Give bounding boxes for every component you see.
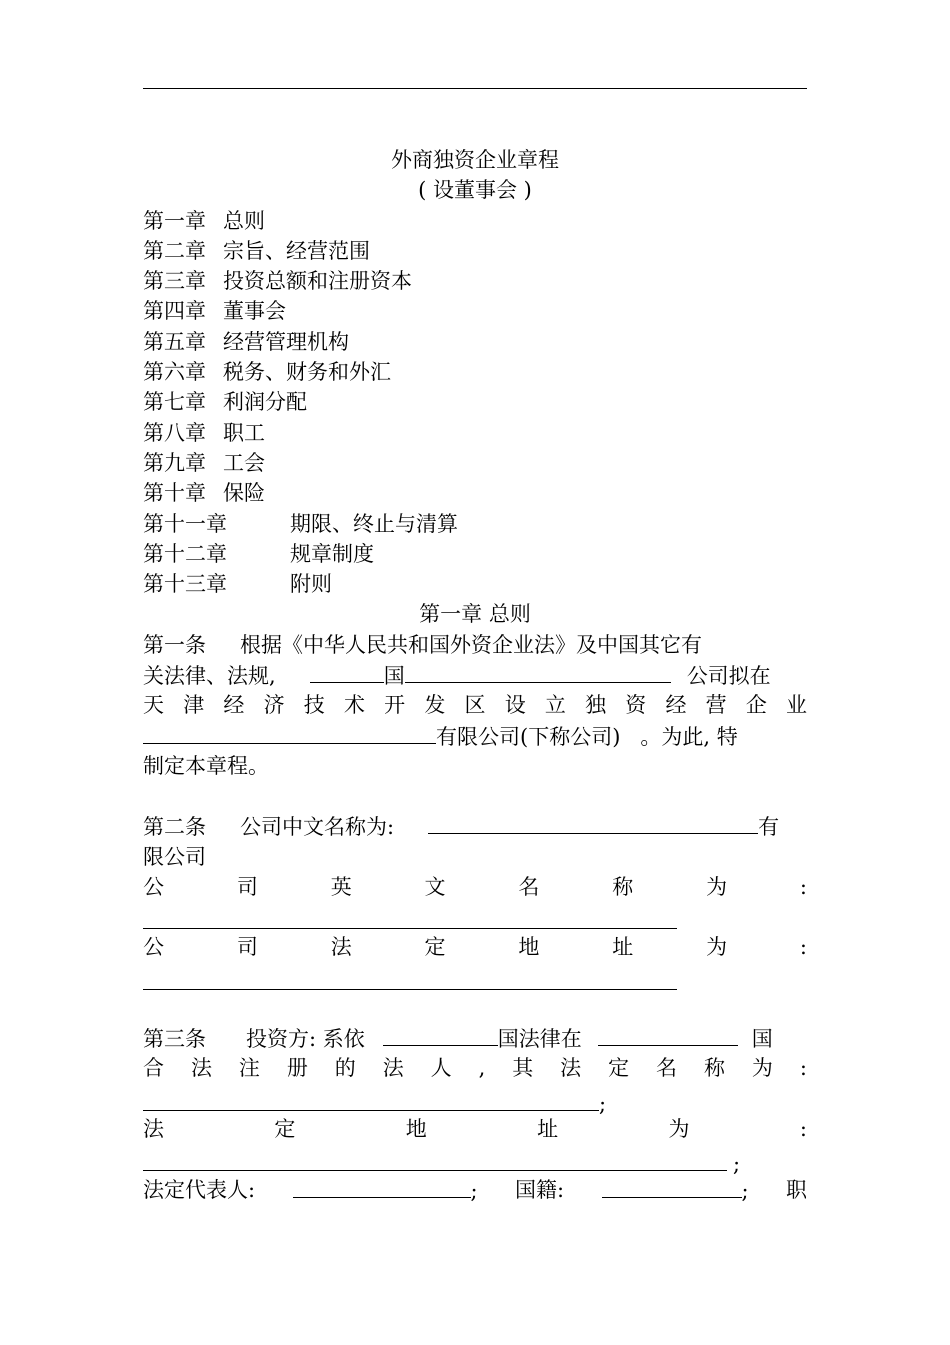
justified-char: 称 [703,1056,725,1081]
justified-char: 企 [745,693,767,718]
toc-item [143,418,807,448]
toc-chapter-name: 经营管理机构 [223,329,349,354]
justified-char: 法 [330,935,352,960]
justified-char: 立 [544,693,566,718]
document-subtitle: ( 设董事会 ) [418,178,532,203]
toc-chapter-number: 第七章 [143,390,206,415]
toc-chapter-name: 税务、财务和外汇 [223,360,391,385]
article-text: 国 [383,664,405,689]
article-line [143,751,807,781]
justified-char: 的 [334,1056,356,1081]
article-3 [143,1023,807,1205]
justified-char: 英 [330,874,352,899]
justified-char: 区 [464,693,486,718]
toc-item [143,266,807,296]
justified-char: 称 [612,874,634,899]
article-text: 国法律在 [497,1027,582,1052]
toc-chapter-name: 工会 [223,450,265,475]
toc-chapter-number: 第十章 [143,481,206,506]
justified-char: 址 [537,1116,559,1141]
toc-item [143,569,807,599]
justified-char: 地 [405,1116,427,1141]
toc-item [143,296,807,326]
justified-char: 法 [560,1056,582,1081]
table-of-contents [143,206,807,600]
article-text: 法定代表人: [143,1177,256,1202]
justified-char: 业 [786,693,807,718]
article-line [143,1084,807,1114]
paragraph-gap [143,993,807,1023]
article-1 [143,630,807,781]
toc-chapter-name: 保险 [223,481,265,506]
article-line-justified [143,932,807,962]
justified-char: 术 [343,693,365,718]
justified-char: 其 [512,1056,534,1081]
article-label: 第一条 [143,632,206,657]
toc-item [143,206,807,236]
toc-chapter-number: 第十一章 [143,511,227,536]
paragraph-gap [143,781,807,811]
toc-item [143,448,807,478]
justified-char: 文 [424,874,446,899]
justified-char: 定 [608,1056,630,1081]
toc-item [143,478,807,508]
toc-chapter-number: 第八章 [143,420,206,445]
article-text: 关法律、法规, [143,664,276,689]
article-label: 第三条 [143,1027,206,1052]
toc-chapter-number: 第一章 [143,208,206,233]
article-text: 国 [751,1027,773,1052]
article-text: 有限公司(下称公司) [436,724,621,749]
document-page [143,145,807,1205]
justified-char: 合 [143,1056,164,1081]
toc-chapter-name: 投资总额和注册资本 [223,269,412,294]
header-rule [143,88,807,89]
article-text: 公司中文名称为: [240,815,395,840]
toc-chapter-number: 第十三章 [143,572,227,597]
toc-chapter-name: 附则 [290,572,332,597]
justified-char: 定 [424,935,446,960]
toc-chapter-number: 第五章 [143,329,206,354]
article-line [143,630,807,660]
blank-legal-address[interactable] [143,963,677,990]
article-text: 根据《中华人民共和国外资企业法》及中国其它有 [240,632,702,657]
justified-char: 设 [504,693,526,718]
justified-char: 经 [665,693,687,718]
justified-char: : [799,874,807,899]
article-line-justified [143,1114,807,1144]
blank-legal-name[interactable] [143,1084,599,1111]
toc-item [143,236,807,266]
blank-investor-address[interactable] [143,1144,727,1171]
article-line-justified [143,1053,807,1083]
toc-chapter-name: 利润分配 [223,390,307,415]
justified-char: 定 [274,1116,296,1141]
justified-char: 址 [612,935,634,960]
justified-char: 名 [518,874,540,899]
toc-chapter-number: 第四章 [143,299,206,324]
justified-char: 营 [705,693,727,718]
toc-chapter-name: 期限、终止与清算 [290,511,458,536]
toc-item [143,539,807,569]
article-line [143,811,807,841]
toc-chapter-name: 宗旨、经营范围 [223,238,370,263]
article-text: 制定本章程。 [143,753,269,778]
toc-item [143,357,807,387]
toc-chapter-number: 第十二章 [143,541,227,566]
toc-chapter-name: 总则 [223,208,265,233]
article-2 [143,811,807,993]
justified-char: 为 [668,1116,690,1141]
justified-char: 独 [585,693,607,718]
blank-company[interactable] [405,660,671,683]
toc-item [143,509,807,539]
justified-char: 法 [143,1116,164,1141]
article-line-justified [143,690,807,720]
article-line [143,1023,807,1053]
toc-chapter-number: 第六章 [143,360,206,385]
justified-char: 司 [236,874,258,899]
justified-char: 开 [384,693,406,718]
article-line [143,902,807,932]
toc-chapter-name: 规章制度 [290,541,374,566]
justified-char: 津 [183,693,205,718]
blank-investor-country[interactable] [383,1023,498,1046]
article-text: ; [599,1091,607,1116]
justified-char: 册 [286,1056,308,1081]
justified-char: 经 [223,693,245,718]
article-line [143,1175,807,1205]
article-text: 职 [786,1177,807,1202]
justified-char: 发 [424,693,446,718]
chapter-heading: 第一章 总则 [419,602,531,627]
justified-char: : [799,935,807,960]
toc-item [143,387,807,417]
blank-legal-representative[interactable] [293,1175,471,1198]
justified-char: 技 [303,693,325,718]
toc-chapter-name: 职工 [223,420,265,445]
article-label: 第二条 [143,815,206,840]
justified-char: 为 [706,874,728,899]
article-line [143,660,807,690]
article-line [143,842,807,872]
article-text: ; [741,1178,749,1203]
document-title: 外商独资企业章程 [391,148,559,172]
article-text: 限公司 [143,844,206,869]
blank-register-country[interactable] [598,1023,738,1046]
justified-char: 人 [430,1056,452,1081]
justified-char: 地 [518,935,540,960]
toc-chapter-number: 第三章 [143,269,206,294]
justified-char: 名 [656,1056,677,1081]
blank-nationality[interactable] [602,1175,742,1198]
justified-char: 注 [238,1056,260,1081]
article-line [143,963,807,993]
justified-char: 济 [263,693,285,718]
justified-char: : [799,1116,807,1141]
toc-chapter-number: 第二章 [143,238,206,263]
toc-item [143,327,807,357]
justified-char: 天 [143,693,164,718]
justified-char: 为 [706,935,728,960]
justified-char: 公 [143,935,164,960]
justified-char: 法 [190,1056,212,1081]
article-line [143,721,807,751]
justified-char: 司 [236,935,258,960]
justified-char: 法 [382,1056,404,1081]
blank-company-name[interactable] [143,721,436,744]
article-text: 投资方: 系依 [246,1027,365,1052]
article-line-justified [143,872,807,902]
justified-char: : [799,1056,807,1081]
justified-char: 资 [625,693,647,718]
toc-chapter-number: 第九章 [143,450,206,475]
article-text: 有 [758,815,780,840]
justified-char: 为 [751,1056,773,1081]
blank-english-name[interactable] [143,902,677,929]
blank-chinese-name[interactable] [428,811,758,834]
article-text: 国籍: [515,1177,565,1202]
article-text: ; [470,1178,478,1203]
article-text: ; [733,1152,741,1177]
justified-char: 公 [143,874,164,899]
article-text: 公司拟在 [686,664,771,689]
blank-country[interactable] [310,660,384,683]
justified-char: , [478,1056,486,1081]
toc-chapter-name: 董事会 [223,299,286,324]
article-line [143,1144,807,1177]
article-text: 。为此, 特 [640,724,738,749]
